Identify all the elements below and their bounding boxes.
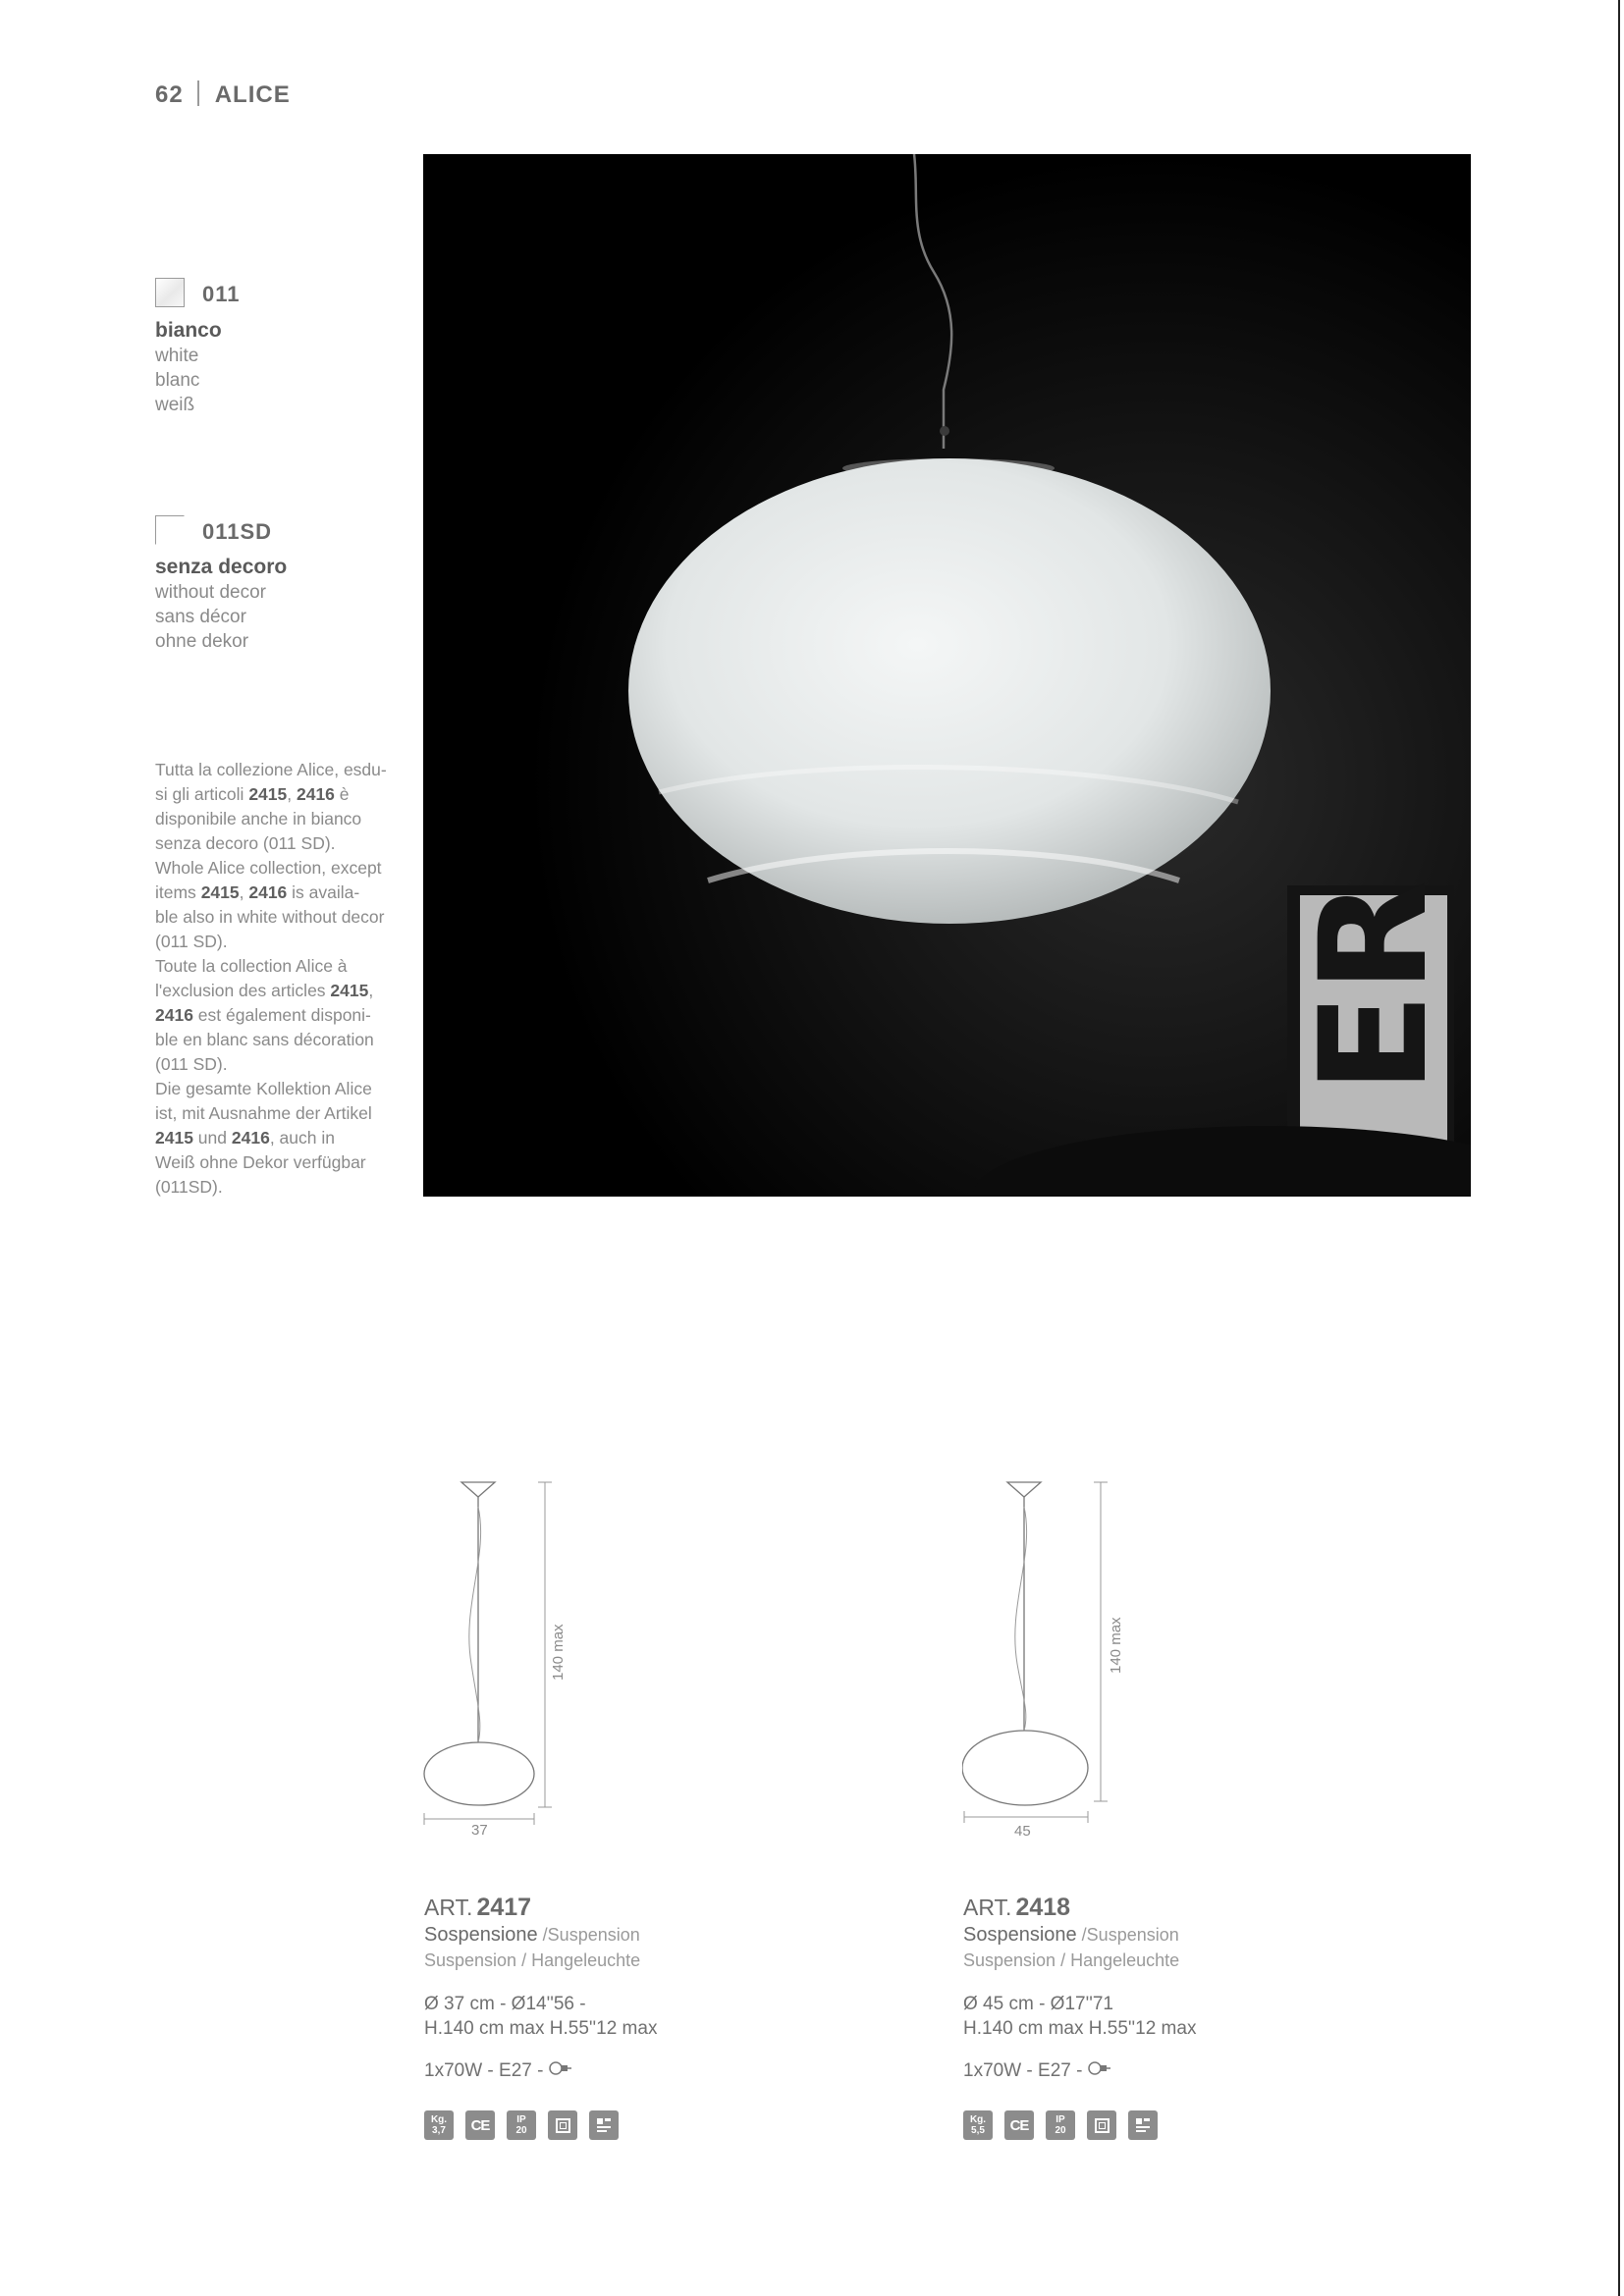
product-type: [963, 1924, 1179, 1947]
type-it: Sospensione: [963, 1924, 1077, 1946]
ip-rating-icon: IP 20: [1046, 2110, 1075, 2140]
finish-translation-fr: sans décor: [155, 607, 246, 627]
page-edge-line: [1618, 0, 1620, 2296]
technical-drawing-2418: [962, 1477, 1119, 1841]
lamp-spec: [963, 2060, 1111, 2082]
product-type: [424, 1924, 640, 1947]
drawing-width-label: 45: [1014, 1823, 1031, 1840]
product-dimensions: [424, 1992, 657, 2041]
drawing-height-label: 140 max: [1108, 1617, 1124, 1674]
note-line: 2416 est également disponi-: [155, 1005, 371, 1025]
drawing-width-label: 37: [471, 1822, 488, 1839]
type-it: Sospensione: [424, 1924, 538, 1946]
finish-translation-en: without decor: [155, 582, 267, 603]
product-photo: [423, 154, 1471, 1197]
note-line: Whole Alice collection, except: [155, 858, 382, 878]
finish-code: 011: [202, 282, 241, 306]
double-insulation-icon: [1087, 2110, 1116, 2140]
collection-note: [155, 758, 396, 1200]
collection-title: ALICE: [214, 81, 291, 108]
energy-label-icon: [1128, 2110, 1158, 2140]
ce-mark-icon: CE: [1004, 2110, 1034, 2140]
article-code: 2418: [1015, 1894, 1071, 1921]
finish-translation-de: weiß: [155, 395, 195, 415]
type-en: Suspension: [1086, 1925, 1179, 1945]
dimension-line: Ø 37 cm - Ø14''56 -: [424, 1994, 586, 2014]
dimension-line: H.140 cm max H.55''12 max: [424, 2018, 658, 2039]
type-en: Suspension: [547, 1925, 640, 1945]
note-line: (011SD).: [155, 1177, 223, 1197]
drawing-height-label: 140 max: [550, 1624, 567, 1681]
page-number: 62: [155, 81, 184, 108]
note-line: Toute la collection Alice à: [155, 956, 348, 976]
svg-text:ER: ER: [1289, 880, 1460, 1094]
lamp-spec: [424, 2060, 572, 2082]
finish-name: bianco: [155, 319, 222, 342]
lamp-spec-text: 1x70W - E27 -: [424, 2060, 544, 2081]
type-slash: /: [537, 1925, 548, 1945]
product-dimensions: [963, 1992, 1196, 2041]
article-number: [424, 1894, 531, 1922]
certification-icons: [424, 2110, 619, 2140]
finish-translation-de: ohne dekor: [155, 631, 249, 652]
page-header: [155, 80, 291, 109]
dimension-line: Ø 45 cm - Ø17''71: [963, 1994, 1113, 2014]
note-line: items 2415, 2416 is availa-: [155, 882, 360, 902]
finish-translation-en: white: [155, 346, 199, 366]
product-type-fr-de: Suspension / Hangeleuchte: [963, 1950, 1180, 1970]
product-type-fr-de: Suspension / Hangeleuchte: [424, 1950, 641, 1970]
weight-icon: Kg. 5,5: [963, 2110, 993, 2140]
finish-translations: [155, 580, 266, 654]
note-line: l'exclusion des articles 2415,: [155, 981, 374, 1000]
type-slash: /: [1076, 1925, 1087, 1945]
note-line: disponibile anche in bianco: [155, 809, 362, 828]
note-line: 2415 und 2416, auch in: [155, 1128, 335, 1148]
article-prefix: ART.: [963, 1895, 1012, 1920]
article-number: [963, 1894, 1070, 1922]
energy-label-icon: [589, 2110, 619, 2140]
lamp-spec-text: 1x70W - E27 -: [963, 2060, 1083, 2081]
note-line: (011 SD).: [155, 932, 228, 951]
note-line: Tutta la collezione Alice, esdu-: [155, 760, 387, 779]
note-line: Die gesamte Kollektion Alice: [155, 1079, 372, 1098]
note-line: senza decoro (011 SD).: [155, 833, 336, 853]
finish-translation-fr: blanc: [155, 370, 200, 391]
bulb-icon: [1086, 2060, 1111, 2082]
finish-swatch-011: [155, 278, 185, 307]
ip-rating-icon: IP 20: [507, 2110, 536, 2140]
double-insulation-icon: [548, 2110, 577, 2140]
finish-name: senza decoro: [155, 556, 288, 578]
finish-code: 011SD: [202, 519, 273, 544]
article-code: 2417: [476, 1894, 532, 1921]
note-line: Weiß ohne Dekor verfügbar: [155, 1152, 366, 1172]
weight-icon: Kg. 3,7: [424, 2110, 454, 2140]
ce-mark-icon: CE: [465, 2110, 495, 2140]
finish-translations: [155, 344, 199, 417]
note-line: si gli articoli 2415, 2416 è: [155, 784, 350, 804]
note-line: ble also in white without decor: [155, 907, 385, 927]
note-line: ble en blanc sans décoration: [155, 1030, 374, 1049]
note-line: (011 SD).: [155, 1054, 228, 1074]
background-sign: [1287, 880, 1460, 1155]
bulb-icon: [547, 2060, 572, 2082]
header-divider: [197, 80, 199, 106]
certification-icons: [963, 2110, 1158, 2140]
article-prefix: ART.: [424, 1895, 473, 1920]
note-line: ist, mit Ausnahme der Artikel: [155, 1103, 372, 1123]
dimension-line: H.140 cm max H.55''12 max: [963, 2018, 1197, 2039]
finish-swatch-011sd: [155, 515, 185, 545]
